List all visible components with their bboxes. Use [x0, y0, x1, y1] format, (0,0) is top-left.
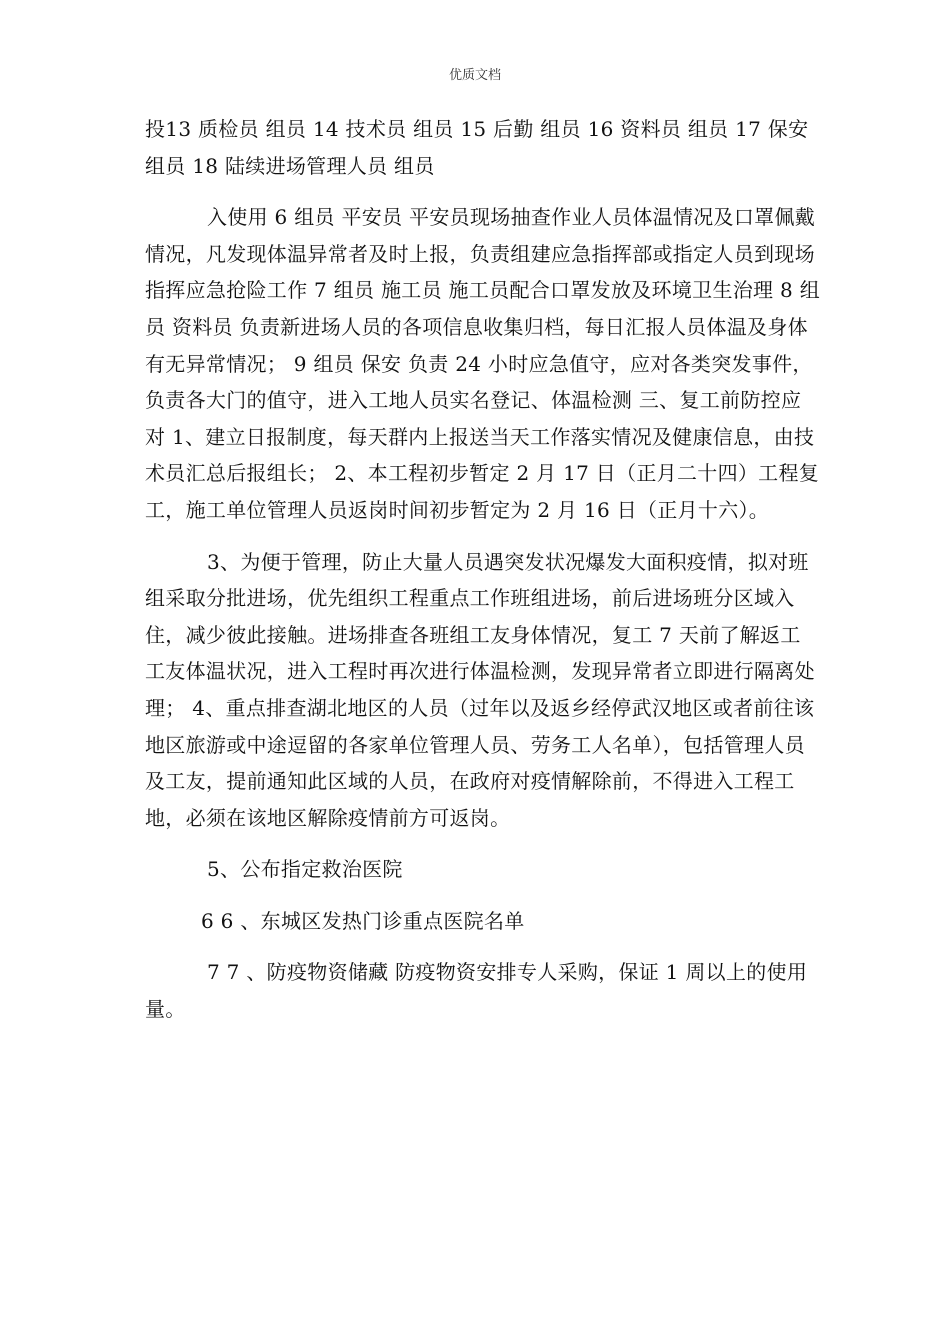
document-body	[145, 111, 820, 1043]
paragraph-duties: 入使用 6 组员 平安员 平安员现场抽查作业人员体温情况及口罩佩戴情况，凡发现体温异常者及时上报，负责组建应急指挥部或指定人员到现场指挥应急抢险工作 7 组员 施工员 施工员配合口罩发放及环境卫生治理 8 组员 资料员 负责新进场人员的各项信息收集归档，每日汇报人员体温及身体有无异常情况； 9 组员 保安 负责 24 小时应急值守，应对各类突发事件，负责各大门的值守，进入工地人员实名登记、体温检测 三、复工前防控应对 1、建立日报制度，每天群内上报送当天工作落实情况及健康信息，由技术员汇总后报组长； 2、本工程初步暂定 2 月 17 日（正月二十四）工程复工，施工单位管理人员返岗时间初步暂定为 2 月 16 日（正月十六）。	[145, 205, 820, 522]
paragraph-hospital: 5、公布指定救治医院	[207, 857, 403, 882]
paragraph-batch-entry: 3、为便于管理，防止大量人员遇突发状况爆发大面积疫情，拟对班组采取分批进场，优先组织工程重点工作班组进场，前后进场班分区域入住，减少彼此接触。进场排查各班组工友身体情况，复工 7 天前了解返工工友体温状况，进入工程时再次进行体温检测，发现异常者立即进行隔离处理； 4、重点排查湖北地区的人员（过年以及返乡经停武汉地区或者前往该地区旅游或中途逗留的各家单位管理人员、劳务工人名单），包括管理人员及工友，提前通知此区域的人员，在政府对疫情解除前，不得进入工程工地，必须在该地区解除疫情前方可返岗。	[145, 549, 815, 830]
paragraph-supplies: 7 7 、防疫物资储藏 防疫物资安排专人采购，保证 1 周以上的使用量。	[145, 960, 808, 1022]
page-header: 优质文档	[448, 68, 501, 83]
paragraph-fever-clinic: 6 6 、东城区发热门诊重点医院名单	[201, 908, 525, 933]
paragraph-staff-list: 投13 质检员 组员 14 技术员 组员 15 后勤 组员 16 资料员 组员 17 保安 组员 18 陆续进场管理人员 组员	[145, 117, 809, 178]
